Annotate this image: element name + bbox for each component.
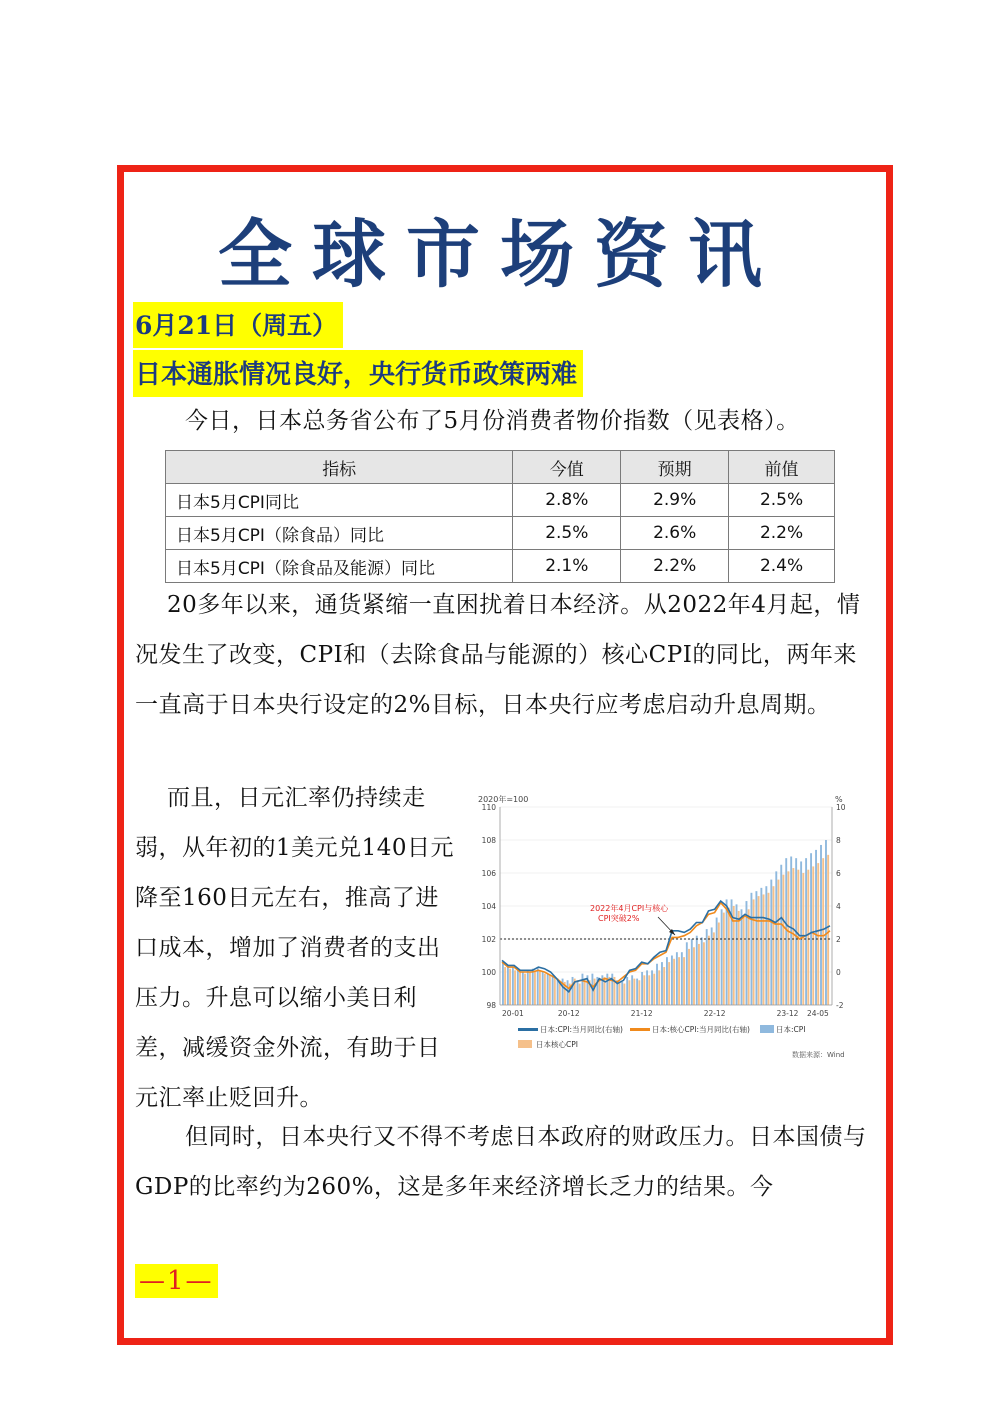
bar-core-cpi [628,980,630,1005]
intro-paragraph: 今日，日本总务省公布了5月份消费者物价指数（见表格）。 [185,408,800,434]
legend-cpi: 日本:CPI [776,1025,806,1034]
bar-cpi [661,962,663,1005]
x-tick-label: 20-01 [502,1009,524,1018]
legend-swatch-core [518,1040,532,1048]
bar-core-cpi [609,977,611,1005]
bar-cpi [770,880,772,1005]
bar-cpi [512,967,514,1005]
bar-core-cpi [594,979,596,1005]
bar-core-cpi [743,918,745,1005]
chart-annotation-line1: 2022年4月CPI与核心 [590,904,669,913]
bar-cpi [765,886,767,1005]
bar-cpi [815,850,817,1005]
bar-cpi [790,857,792,1006]
right-tick-label: 0 [836,968,841,977]
x-tick-label: 22-12 [703,1009,726,1018]
row-expected: 2.9% [621,484,729,517]
left-tick-label: 102 [481,935,496,944]
left-tick-label: 104 [481,902,496,911]
bar-core-cpi [683,957,685,1005]
legend-core: 日本核心CPI [536,1040,578,1049]
right-tick-label: 4 [836,902,841,911]
left-axis-label: 2020年=100 [478,795,529,804]
page-number: —1— [135,1264,218,1298]
legend-core-yoy: 日本:核心CPI:当月同比(右轴) [652,1025,750,1034]
bar-core-cpi [618,982,620,1005]
body-paragraph-yen: 而且，日元汇率仍持续走弱，从年初的1美元兑140日元降至160日元左右，推高了进口成本，增加了消费者的支出压力。升息可以缩小美日利差，减缓资金外流，有助于日元汇率止贬回升。 [135,785,455,1111]
row-previous: 2.2% [729,517,835,550]
bar-cpi [696,936,698,1005]
row-current: 2.8% [513,484,621,517]
bar-cpi [577,980,579,1005]
bar-cpi [631,975,633,1005]
bar-core-cpi [668,962,670,1005]
bar-cpi [656,964,658,1005]
bar-core-cpi [782,875,784,1005]
bar-core-cpi [768,893,770,1005]
x-tick-label: 24-05 [806,1009,829,1018]
bar-cpi [716,918,718,1005]
row-current: 2.1% [513,550,621,583]
bar-core-cpi [773,886,775,1005]
bar-core-cpi [524,974,526,1005]
right-tick-label: 6 [836,869,841,878]
bar-cpi [701,937,703,1005]
bar-core-cpi [643,975,645,1005]
right-tick-label: -2 [836,1001,844,1010]
bar-core-cpi [802,873,804,1005]
bar-cpi [547,974,549,1005]
bar-cpi [741,909,743,1005]
chart-source: 数据来源：Wind [792,1051,845,1059]
bar-cpi [691,939,693,1005]
bar-cpi [572,977,574,1005]
bar-cpi [805,858,807,1005]
header-current: 今值 [513,451,621,484]
bar-core-cpi [693,947,695,1005]
bar-cpi [820,845,822,1005]
bar-core-cpi [653,974,655,1005]
bar-cpi [517,969,519,1005]
table-row [166,484,835,517]
bar-core-cpi [718,923,720,1006]
bar-core-cpi [827,855,829,1005]
bar-cpi [651,970,653,1005]
bar-core-cpi [623,984,625,1005]
bar-cpi [582,974,584,1005]
bar-core-cpi [708,936,710,1005]
legend-cpi-yoy: 日本:CPI:当月同比(右轴) [540,1025,623,1034]
bar-cpi [681,952,683,1005]
bar-cpi [775,871,777,1005]
bar-core-cpi [807,870,809,1005]
bar-cpi [780,865,782,1005]
bar-cpi [755,891,757,1005]
bar-core-cpi [658,970,660,1005]
bar-cpi [706,929,708,1005]
right-tick-label: 2 [836,935,841,944]
header-expected: 预期 [621,451,729,484]
row-previous: 2.4% [729,550,835,583]
bar-cpi [522,972,524,1005]
bar-core-cpi [748,909,750,1005]
bar-cpi [567,980,569,1005]
bar-core-cpi [599,979,601,1005]
row-label: 日本5月CPI同比 [166,484,513,517]
bar-core-cpi [698,944,700,1005]
bar-cpi [785,858,787,1005]
chart-legend [518,1024,806,1049]
bar-core-cpi [763,894,765,1005]
bar-cpi [636,979,638,1005]
bar-cpi [760,888,762,1005]
bar-core-cpi [549,975,551,1005]
bar-core-cpi [559,982,561,1005]
date-label: 6月21日（周五） [133,302,343,348]
bar-cpi [527,970,529,1005]
table-row [166,517,835,550]
header-indicator: 指标 [166,451,513,484]
bar-core-cpi [728,908,730,1005]
bar-core-cpi [703,942,705,1005]
left-tick-label: 100 [481,968,496,977]
bar-core-cpi [579,984,581,1005]
left-tick-label: 108 [481,836,496,845]
bar-core-cpi [534,970,536,1005]
bar-cpi [800,861,802,1005]
bar-core-cpi [584,979,586,1005]
page-title: 全球市场资讯 [218,212,782,298]
cpi-chart-svg [470,785,870,1075]
table-header-row [166,451,835,484]
bar-core-cpi [514,970,516,1005]
right-tick-label: 8 [836,836,841,845]
bar-cpi [686,942,688,1005]
right-axis-label: % [835,795,843,804]
bar-cpi [646,970,648,1005]
bar-core-cpi [723,913,725,1005]
bar-cpi [641,972,643,1005]
bar-core-cpi [554,977,556,1005]
left-tick-label: 110 [481,803,496,812]
legend-swatch-core-yoy [630,1028,650,1031]
bar-cpi [676,952,678,1005]
bar-cpi [542,972,544,1005]
body-paragraph-deflation: 20多年以来，通货紧缩一直困扰着日本经济。从2022年4月起，情况发生了改变，CPI和（去除食品与能源的）核心CPI的同比，两年来一直高于日本央行设定的2%目标，日本央行应考虑启动升息周期。 [135,592,861,718]
bar-core-cpi [792,868,794,1005]
x-tick-label: 21-12 [630,1009,653,1018]
bar-core-cpi [638,980,640,1005]
bar-cpi [750,893,752,1005]
left-tick-label: 98 [486,1001,496,1010]
right-tick-label: 10 [836,803,846,812]
bar-cpi [532,969,534,1005]
bar-core-cpi [539,970,541,1005]
bar-cpi [721,909,723,1005]
cpi-chart [470,785,870,1075]
legend-swatch-cpi-yoy [518,1028,538,1031]
row-previous: 2.5% [729,484,835,517]
bar-core-cpi [688,949,690,1005]
bar-core-cpi [678,957,680,1005]
bar-core-cpi [663,967,665,1005]
bar-core-cpi [648,975,650,1005]
bar-cpi [507,965,509,1005]
row-current: 2.5% [513,517,621,550]
bar-core-cpi [519,972,521,1005]
x-tick-label: 20-12 [557,1009,580,1018]
left-tick-label: 106 [481,869,496,878]
bar-cpi [621,982,623,1005]
bar-core-cpi [509,969,511,1005]
bar-cpi [502,962,504,1005]
bar-cpi [552,975,554,1005]
cpi-table [165,450,835,583]
bar-cpi [726,899,728,1005]
bar-core-cpi [544,974,546,1005]
bar-core-cpi [713,932,715,1005]
bar-cpi [537,967,539,1005]
chart-annotation-line2: CPI突破2% [598,914,640,923]
table-row [166,550,835,583]
row-label: 日本5月CPI（除食品）同比 [166,517,513,550]
bar-cpi [557,979,559,1005]
body-paragraph-fiscal: 但同时，日本央行又不得不考虑日本政府的财政压力。日本国债与GDP的比率约为260%，这是多年来经济增长乏力的结果。今 [135,1124,867,1200]
row-expected: 2.2% [621,550,729,583]
row-expected: 2.6% [621,517,729,550]
x-tick-label: 23-12 [776,1009,799,1018]
bar-core-cpi [753,899,755,1005]
bar-cpi [825,840,827,1005]
bar-core-cpi [822,858,824,1005]
bar-core-cpi [812,866,814,1005]
bar-core-cpi [817,863,819,1005]
bar-core-cpi [787,871,789,1005]
bar-cpi [671,956,673,1006]
bar-core-cpi [504,967,506,1005]
bar-core-cpi [778,880,780,1005]
bar-cpi [810,853,812,1005]
bar-cpi [626,977,628,1005]
bar-core-cpi [738,911,740,1005]
bar-cpi [666,957,668,1005]
row-label: 日本5月CPI（除食品及能源）同比 [166,550,513,583]
legend-swatch-cpi [760,1025,774,1033]
header-previous: 前值 [729,451,835,484]
bar-core-cpi [758,896,760,1005]
bar-core-cpi [529,972,531,1005]
headline: 日本通胀情况良好，央行货币政策两难 [133,350,583,397]
bar-core-cpi [673,959,675,1005]
bar-core-cpi [633,979,635,1005]
